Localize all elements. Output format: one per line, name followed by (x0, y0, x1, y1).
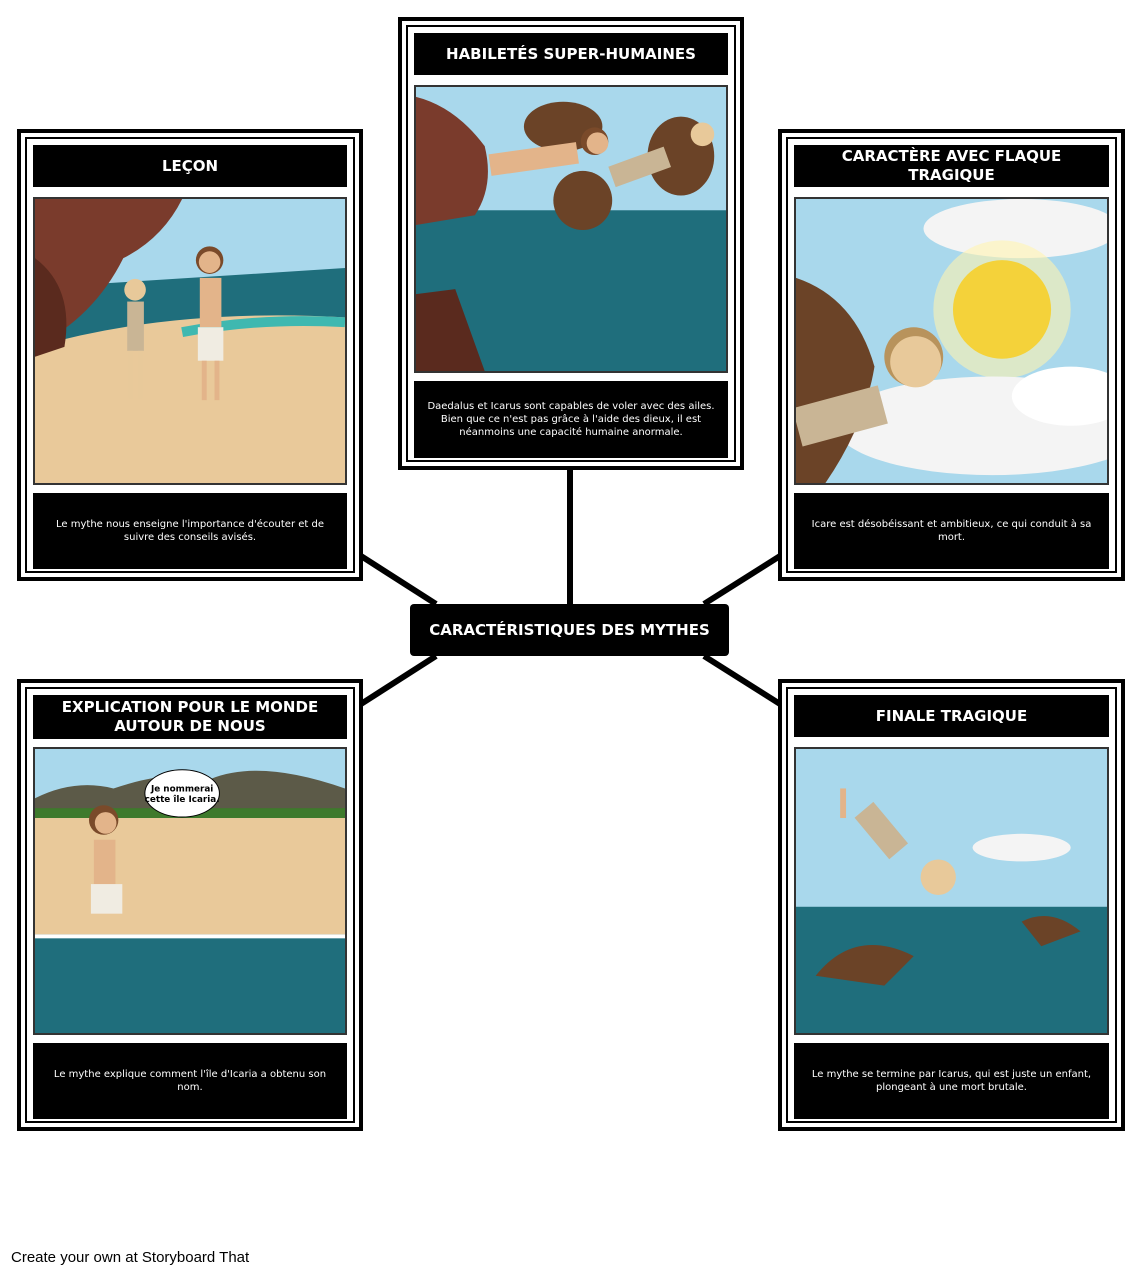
card-title: HABILETÉS SUPER-HUMAINES (414, 33, 728, 75)
connector-right-bottom (704, 656, 780, 704)
card-description: Icare est désobéissant et ambitieux, ce qui conduit à sa mort. (794, 493, 1109, 569)
scene-falling (794, 747, 1109, 1035)
card-title: EXPLICATION POUR LE MONDE AUTOUR DE NOUS (33, 695, 347, 739)
scene-sun (794, 197, 1109, 485)
card-caractere (778, 129, 1125, 581)
connector-right-top (704, 556, 780, 604)
card-description: Le mythe se termine par Icarus, qui est juste un enfant, plongeant à une mort brutale. (794, 1043, 1109, 1119)
card-description: Le mythe nous enseigne l'importance d'écouter et de suivre des conseils avisés. (33, 493, 347, 569)
card-description: Le mythe explique comment l'île d'Icaria a obtenu son nom. (33, 1043, 347, 1119)
card-explication (17, 679, 363, 1131)
speech-bubble-line-1: Je nommerai (150, 784, 214, 795)
connector-left-bottom (361, 656, 436, 704)
card-lecon (17, 129, 363, 581)
central-topic-label: CARACTÉRISTIQUES DES MYTHES (429, 621, 710, 639)
card-description: Daedalus et Icarus sont capables de voler avec des ailes. Bien que ce n'est pas grâce à l'aide des dieux, il est néanmoins une capacité humaine anormale. (414, 381, 728, 458)
connector-left-top (361, 556, 436, 604)
scene-flying (414, 85, 728, 373)
card-habiletes (398, 17, 744, 470)
card-title: LEÇON (33, 145, 347, 187)
scene-island (33, 747, 347, 1035)
footer-credit[interactable]: Create your own at Storyboard That (11, 1249, 250, 1266)
central-topic (410, 604, 729, 656)
card-finale (778, 679, 1125, 1131)
card-title: FINALE TRAGIQUE (794, 695, 1109, 737)
speech-bubble-line-2: cette île Icaria. (144, 795, 220, 806)
scene-beach-lesson (33, 197, 347, 485)
card-title: CARACTÈRE AVEC FLAQUE TRAGIQUE (794, 145, 1109, 187)
